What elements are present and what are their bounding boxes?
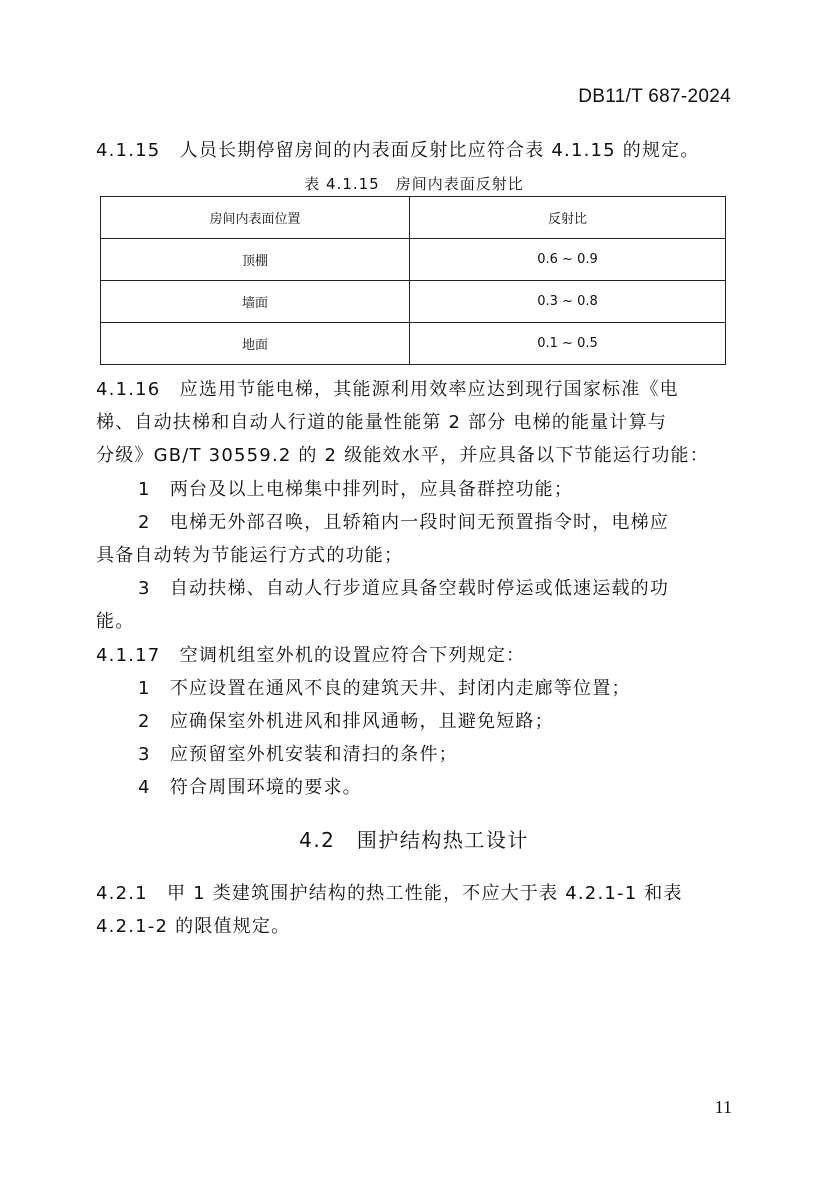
- clause-4-1-17-title: 4.1.17 空调机组室外机的设置应符合下列规定：: [96, 645, 526, 666]
- table-header-row: [101, 197, 726, 239]
- table-header-position: 房间内表面位置: [101, 197, 410, 239]
- table-cell-ratio: 0.6 ~ 0.9: [410, 239, 726, 281]
- clause-4-1-16-item-3-cont: 能。: [96, 611, 135, 632]
- document-code: DB11/T 687-2024: [578, 86, 731, 107]
- table-cell-surface: 地面: [101, 323, 410, 365]
- clause-4-1-16-line-2: 梯、自动扶梯和自动人行道的能量性能第 2 部分 电梯的能量计算与: [96, 412, 668, 433]
- clause-4-1-17-item: 4 符合周围环境的要求。: [138, 777, 362, 798]
- table-header-ratio: 反射比: [410, 197, 726, 239]
- reflectance-table: [100, 196, 726, 365]
- table-row: [101, 239, 726, 281]
- clause-4-1-16-item-1: 1 两台及以上电梯集中排列时，应具备群控功能；: [138, 479, 574, 500]
- clause-4-1-15: 4.1.15 人员长期停留房间的内表面反射比应符合表 4.1.15 的规定。: [96, 140, 700, 161]
- table-cell-surface: 顶棚: [101, 239, 410, 281]
- clause-4-1-16-item-2: 2 电梯无外部召唤，且轿箱内一段时间无预置指令时，电梯应: [138, 512, 670, 533]
- table-row: [101, 281, 726, 323]
- clause-4-1-16-item-3: 3 自动扶梯、自动人行步道应具备空载时停运或低速运载的功: [138, 578, 670, 599]
- clause-4-1-17-item: 3 应预留室外机安装和清扫的条件；: [138, 744, 458, 765]
- clause-4-2-1-line-2: 4.2.1-2 的限值规定。: [96, 916, 291, 937]
- clause-4-1-16-line-3: 分级》GB/T 30559.2 的 2 级能效水平，并应具备以下节能运行功能：: [96, 445, 709, 466]
- clause-4-1-16-item-2-cont: 具备自动转为节能运行方式的功能；: [96, 545, 404, 566]
- clause-4-1-17-item: 1 不应设置在通风不良的建筑天井、封闭内走廊等位置；: [138, 678, 631, 699]
- table-cell-surface: 墙面: [101, 281, 410, 323]
- clause-4-1-17-item: 2 应确保室外机进风和排风通畅，且避免短路；: [138, 711, 554, 732]
- table-caption: 表 4.1.15 房间内表面反射比: [304, 175, 524, 193]
- page-number: 11: [714, 1097, 732, 1117]
- table-cell-ratio: 0.3 ~ 0.8: [410, 281, 726, 323]
- table-cell-ratio: 0.1 ~ 0.5: [410, 323, 726, 365]
- clause-4-2-1-line-1: 4.2.1 甲 1 类建筑围护结构的热工性能，不应大于表 4.2.1-1 和表: [96, 883, 683, 904]
- section-4-2-title: 4.2 围护结构热工设计: [299, 828, 529, 852]
- clause-4-1-16-line-1: 4.1.16 应选用节能电梯，其能源利用效率应达到现行国家标准《电: [96, 379, 679, 400]
- table-row: [101, 323, 726, 365]
